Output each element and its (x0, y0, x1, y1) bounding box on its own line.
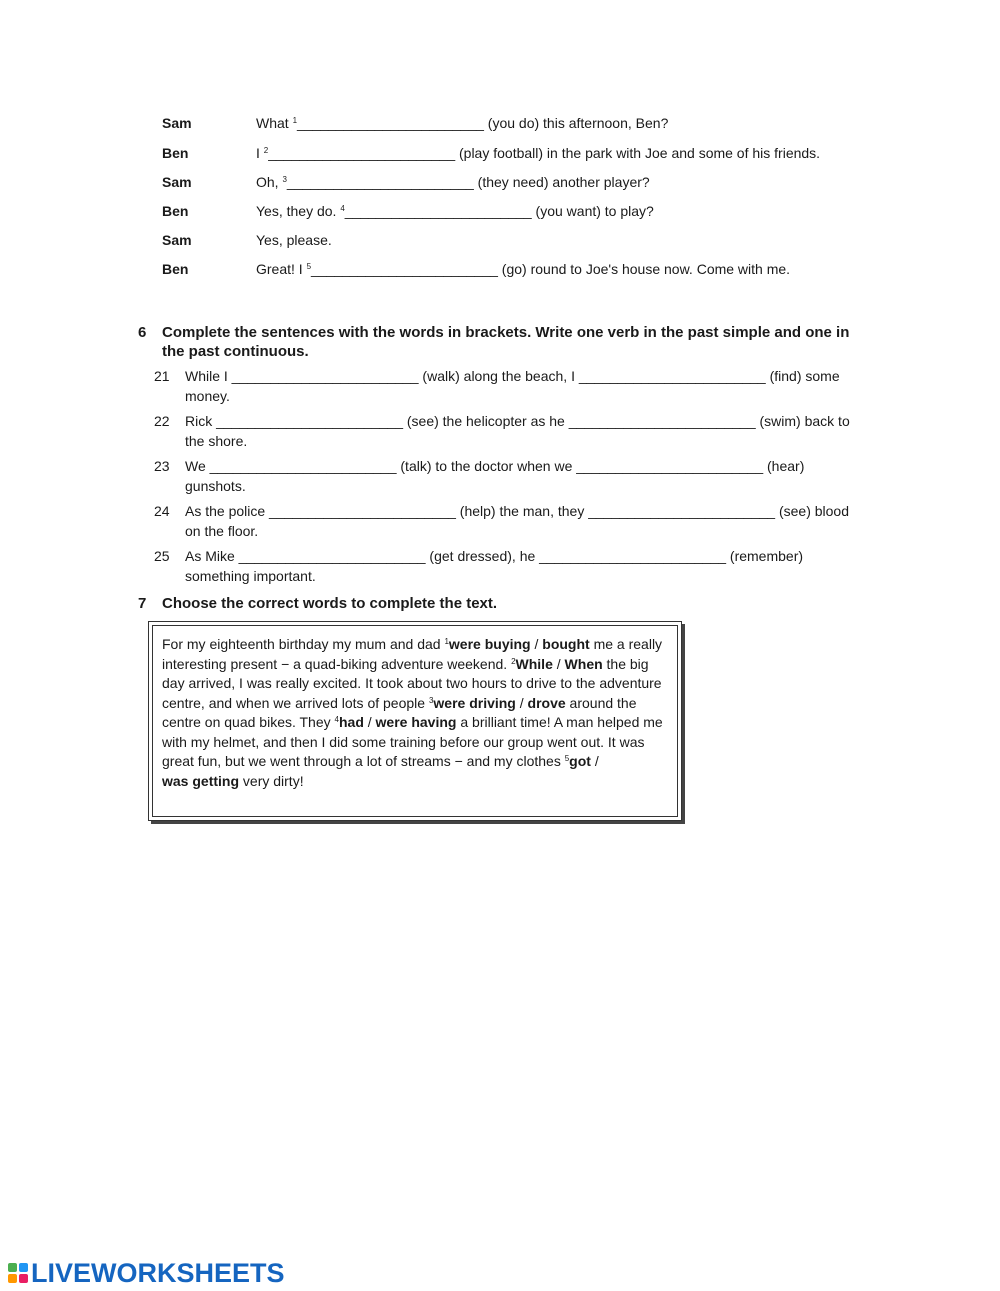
choice-option[interactable]: had (338, 714, 364, 730)
exercise-number: 7 (138, 595, 147, 612)
choice-option[interactable]: were having (375, 714, 457, 730)
choice-option[interactable]: got (569, 753, 591, 769)
speaker-name: Ben (162, 203, 189, 219)
choice-option[interactable]: were driving (433, 694, 516, 711)
logo-text: LIVEWORKSHEETS (31, 1258, 285, 1288)
choice-separator: / (590, 753, 599, 769)
gap-number: 3 (428, 695, 434, 705)
dialogue-row (162, 201, 902, 221)
speaker-name: Ben (162, 145, 189, 161)
gap-number: 4 (334, 715, 339, 724)
choice-separator: / (515, 694, 528, 711)
dialogue-line (256, 172, 650, 192)
line-text: I (256, 145, 264, 161)
line-text: Yes, they do. (256, 203, 341, 219)
line-text: Oh, (256, 174, 283, 190)
item-number: 23 (154, 458, 170, 474)
item-text[interactable]: As the police ________________________ (help) the man, they ________________________ (see) blood on the floor. (185, 503, 850, 539)
exercise-number: 6 (138, 324, 147, 341)
speaker-name: Sam (162, 174, 192, 190)
logo-square (8, 1274, 17, 1283)
dialogue-line (256, 143, 820, 163)
logo-square (8, 1263, 17, 1272)
choice-separator: / (363, 714, 376, 730)
item-number: 24 (154, 503, 170, 519)
line-text: What (256, 115, 293, 131)
dialogue-line (256, 201, 654, 221)
liveworksheets-logo[interactable] (8, 1256, 285, 1290)
passage-text: a brilliant time! A man helped me with my helmet, and then I did some training before our group went out. It was great fun, but we went through a lot of streams − and my clothes (162, 714, 663, 769)
gap-number: 3 (282, 175, 287, 184)
dialogue-row (162, 259, 902, 279)
logo-square (19, 1274, 28, 1283)
passage-text: very dirty! (239, 772, 304, 789)
passage-text: me a really interesting present − a quad-biking adventure weekend. (162, 636, 663, 672)
choice-separator: / (530, 636, 543, 652)
text-box (148, 621, 682, 821)
dialogue-line (256, 113, 668, 133)
logo-icon (8, 1263, 28, 1283)
exercise-instruction: Choose the correct words to complete the text. (162, 595, 498, 612)
dialogue-row (162, 143, 902, 163)
item-number: 25 (154, 548, 170, 564)
speaker-name: Sam (162, 115, 192, 131)
answer-blank[interactable]: ________________________ (297, 115, 484, 131)
item-number: 22 (154, 413, 170, 429)
passage-text: the big day arrived, I was really excited. It took about two hours to drive to the adventure centre, and when we arrived lots of people (162, 655, 662, 711)
speaker-name: Sam (162, 232, 192, 248)
logo-square (19, 1263, 28, 1272)
choice-option[interactable]: were buying (448, 636, 531, 652)
line-text: (go) round to Joe's house now. Come with me. (497, 261, 791, 277)
line-text: Great! I (256, 261, 307, 277)
speaker-name: Ben (162, 261, 189, 277)
line-text: (you want) to play? (531, 203, 654, 219)
dialogue-line (256, 230, 332, 250)
answer-blank[interactable]: ________________________ (344, 203, 532, 219)
line-text: (they need) another player? (473, 174, 650, 190)
gap-number: 5 (564, 754, 570, 763)
choice-option[interactable]: drove (527, 694, 566, 711)
passage-text: For my eighteenth birthday my mum and dad (162, 636, 445, 652)
answer-blank[interactable]: ________________________ (286, 174, 474, 190)
choice-separator: / (552, 655, 565, 672)
item-text[interactable]: Rick ________________________ (see) the helicopter as he ________________________ (swim) back to the shore. (185, 413, 850, 449)
exercise-instruction: Complete the sentences with the words in brackets. Write one verb in the past simple and one in the past continuous. (162, 324, 850, 360)
line-text: (play football) in the park with Joe and some of his friends. (455, 145, 821, 161)
dialogue-row (162, 172, 902, 192)
line-text: Yes, please. (256, 232, 332, 248)
choice-option[interactable]: was getting (162, 772, 240, 789)
passage (162, 635, 672, 791)
item-text[interactable]: While I ________________________ (walk) along the beach, I ________________________ (find) some money. (185, 368, 840, 404)
item-number: 21 (154, 368, 170, 384)
choice-option[interactable]: When (564, 655, 603, 672)
gap-number: 5 (306, 262, 312, 271)
gap-number: 2 (511, 656, 516, 666)
item-text[interactable]: We ________________________ (talk) to the doctor when we ________________________ (hear) gunshots. (185, 458, 805, 494)
gap-number: 1 (444, 637, 449, 646)
gap-number: 4 (340, 204, 345, 213)
gap-number: 1 (292, 116, 298, 125)
choice-option[interactable]: bought (542, 636, 590, 652)
choice-option[interactable]: While (515, 655, 553, 672)
dialogue-line (256, 259, 790, 279)
dialogue-row (162, 113, 902, 133)
passage-text: around the centre on quad bikes. They (162, 694, 637, 730)
line-text: (you do) this afternoon, Ben? (483, 115, 669, 131)
answer-blank[interactable]: ________________________ (268, 145, 456, 161)
dialogue-row (162, 230, 902, 250)
item-text[interactable]: As Mike ________________________ (get dressed), he ________________________ (remember) something important. (185, 548, 804, 584)
gap-number: 2 (263, 146, 269, 155)
answer-blank[interactable]: ________________________ (311, 261, 498, 277)
